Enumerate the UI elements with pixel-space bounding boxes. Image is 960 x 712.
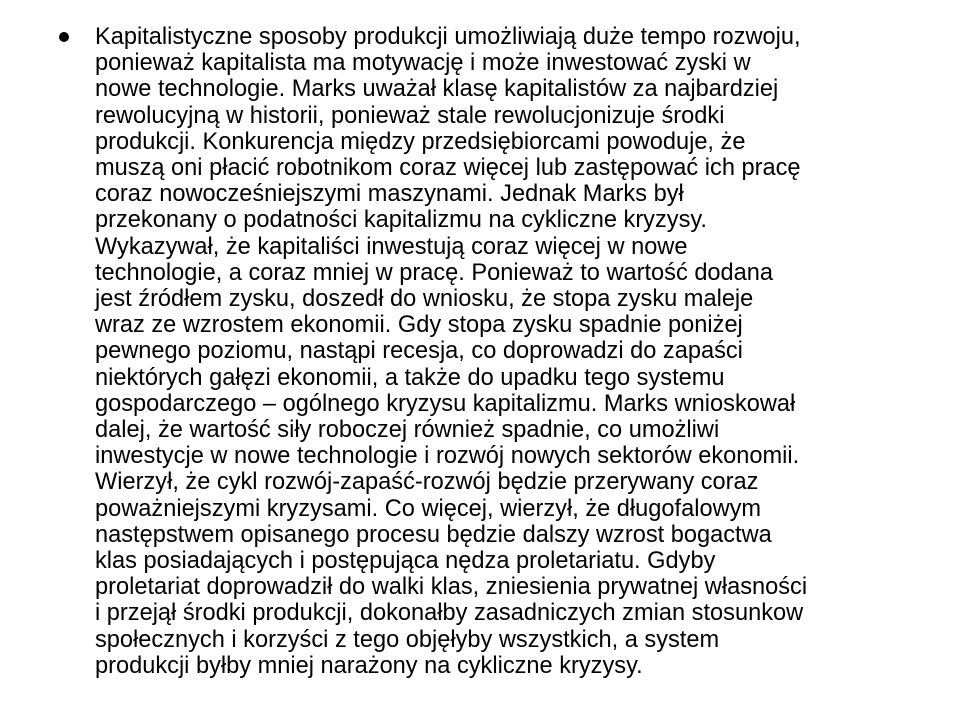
text-line: pewnego poziomu, nastąpi recesja, co doprowadzi do zapaści — [95, 338, 743, 365]
text-line: jest źródłem zysku, doszedł do wniosku, że stopa zysku maleje — [95, 286, 754, 313]
text-line: coraz nowocześniejszymi maszynami. Jednak Marks był — [95, 181, 684, 208]
text-line: inwestycje w nowe technologie i rozwój nowych sektorów ekonomii. — [95, 443, 800, 470]
text-line: produkcji. Konkurencja między przedsiębiorcami powoduje, że — [95, 128, 746, 155]
text-line: Wierzył, że cykl rozwój-zapaść-rozwój będzie przerywany coraz — [95, 469, 759, 496]
bullet-text — [95, 24, 907, 679]
text-line: klas posiadających i postępująca nędza proletariatu. Gdyby — [95, 548, 716, 575]
text-line: przekonany o podatności kapitalizmu na cykliczne kryzysy. — [95, 207, 707, 234]
text-line: niektórych gałęzi ekonomii, a także do upadku tego systemu — [95, 364, 725, 391]
text-line: gospodarczego – ogólnego kryzysu kapitalizmu. Marks wnioskował — [95, 390, 796, 417]
text-line: i przejął środki produkcji, dokonałby zasadniczych zmian stosunkow — [95, 600, 804, 627]
bullet-icon — [59, 32, 69, 42]
text-line: społecznych i korzyści z tego objęłyby wszystkich, a system — [95, 626, 720, 653]
text-line: rewolucyjną w historii, ponieważ stale rewolucjonizuje środki — [95, 102, 725, 129]
text-line: dalej, że wartość siły roboczej również spadnie, co umożliwi — [95, 417, 720, 444]
text-line: następstwem opisanego procesu będzie dalszy wzrost bogactwa — [95, 521, 772, 548]
text-line: ponieważ kapitalista ma motywację i może inwestować zyski w — [95, 50, 751, 77]
text-line: nowe technologie. Marks uważał klasę kapitalistów za najbardziej — [95, 76, 779, 103]
text-line: proletariat doprowadził do walki klas, zniesienia prywatnej własności — [95, 574, 808, 601]
text-line: poważniejszymi kryzysami. Co więcej, wierzył, że długofalowym — [95, 495, 762, 522]
text-line: technologie, a coraz mniej w pracę. Ponieważ to wartość dodana — [95, 259, 774, 286]
text-line: produkcji byłby mniej narażony na cykliczne kryzysy. — [95, 652, 643, 679]
text-line: muszą oni płacić robotnikom coraz więcej lub zastępować ich pracę — [95, 155, 801, 182]
text-line: Wykazywał, że kapitaliści inwestują coraz więcej w nowe — [95, 233, 688, 260]
text-line: Kapitalistyczne sposoby produkcji umożliwiają duże tempo rozwoju, — [95, 24, 801, 50]
text-line: wraz ze wzrostem ekonomii. Gdy stopa zysku spadnie poniżej — [95, 312, 743, 339]
